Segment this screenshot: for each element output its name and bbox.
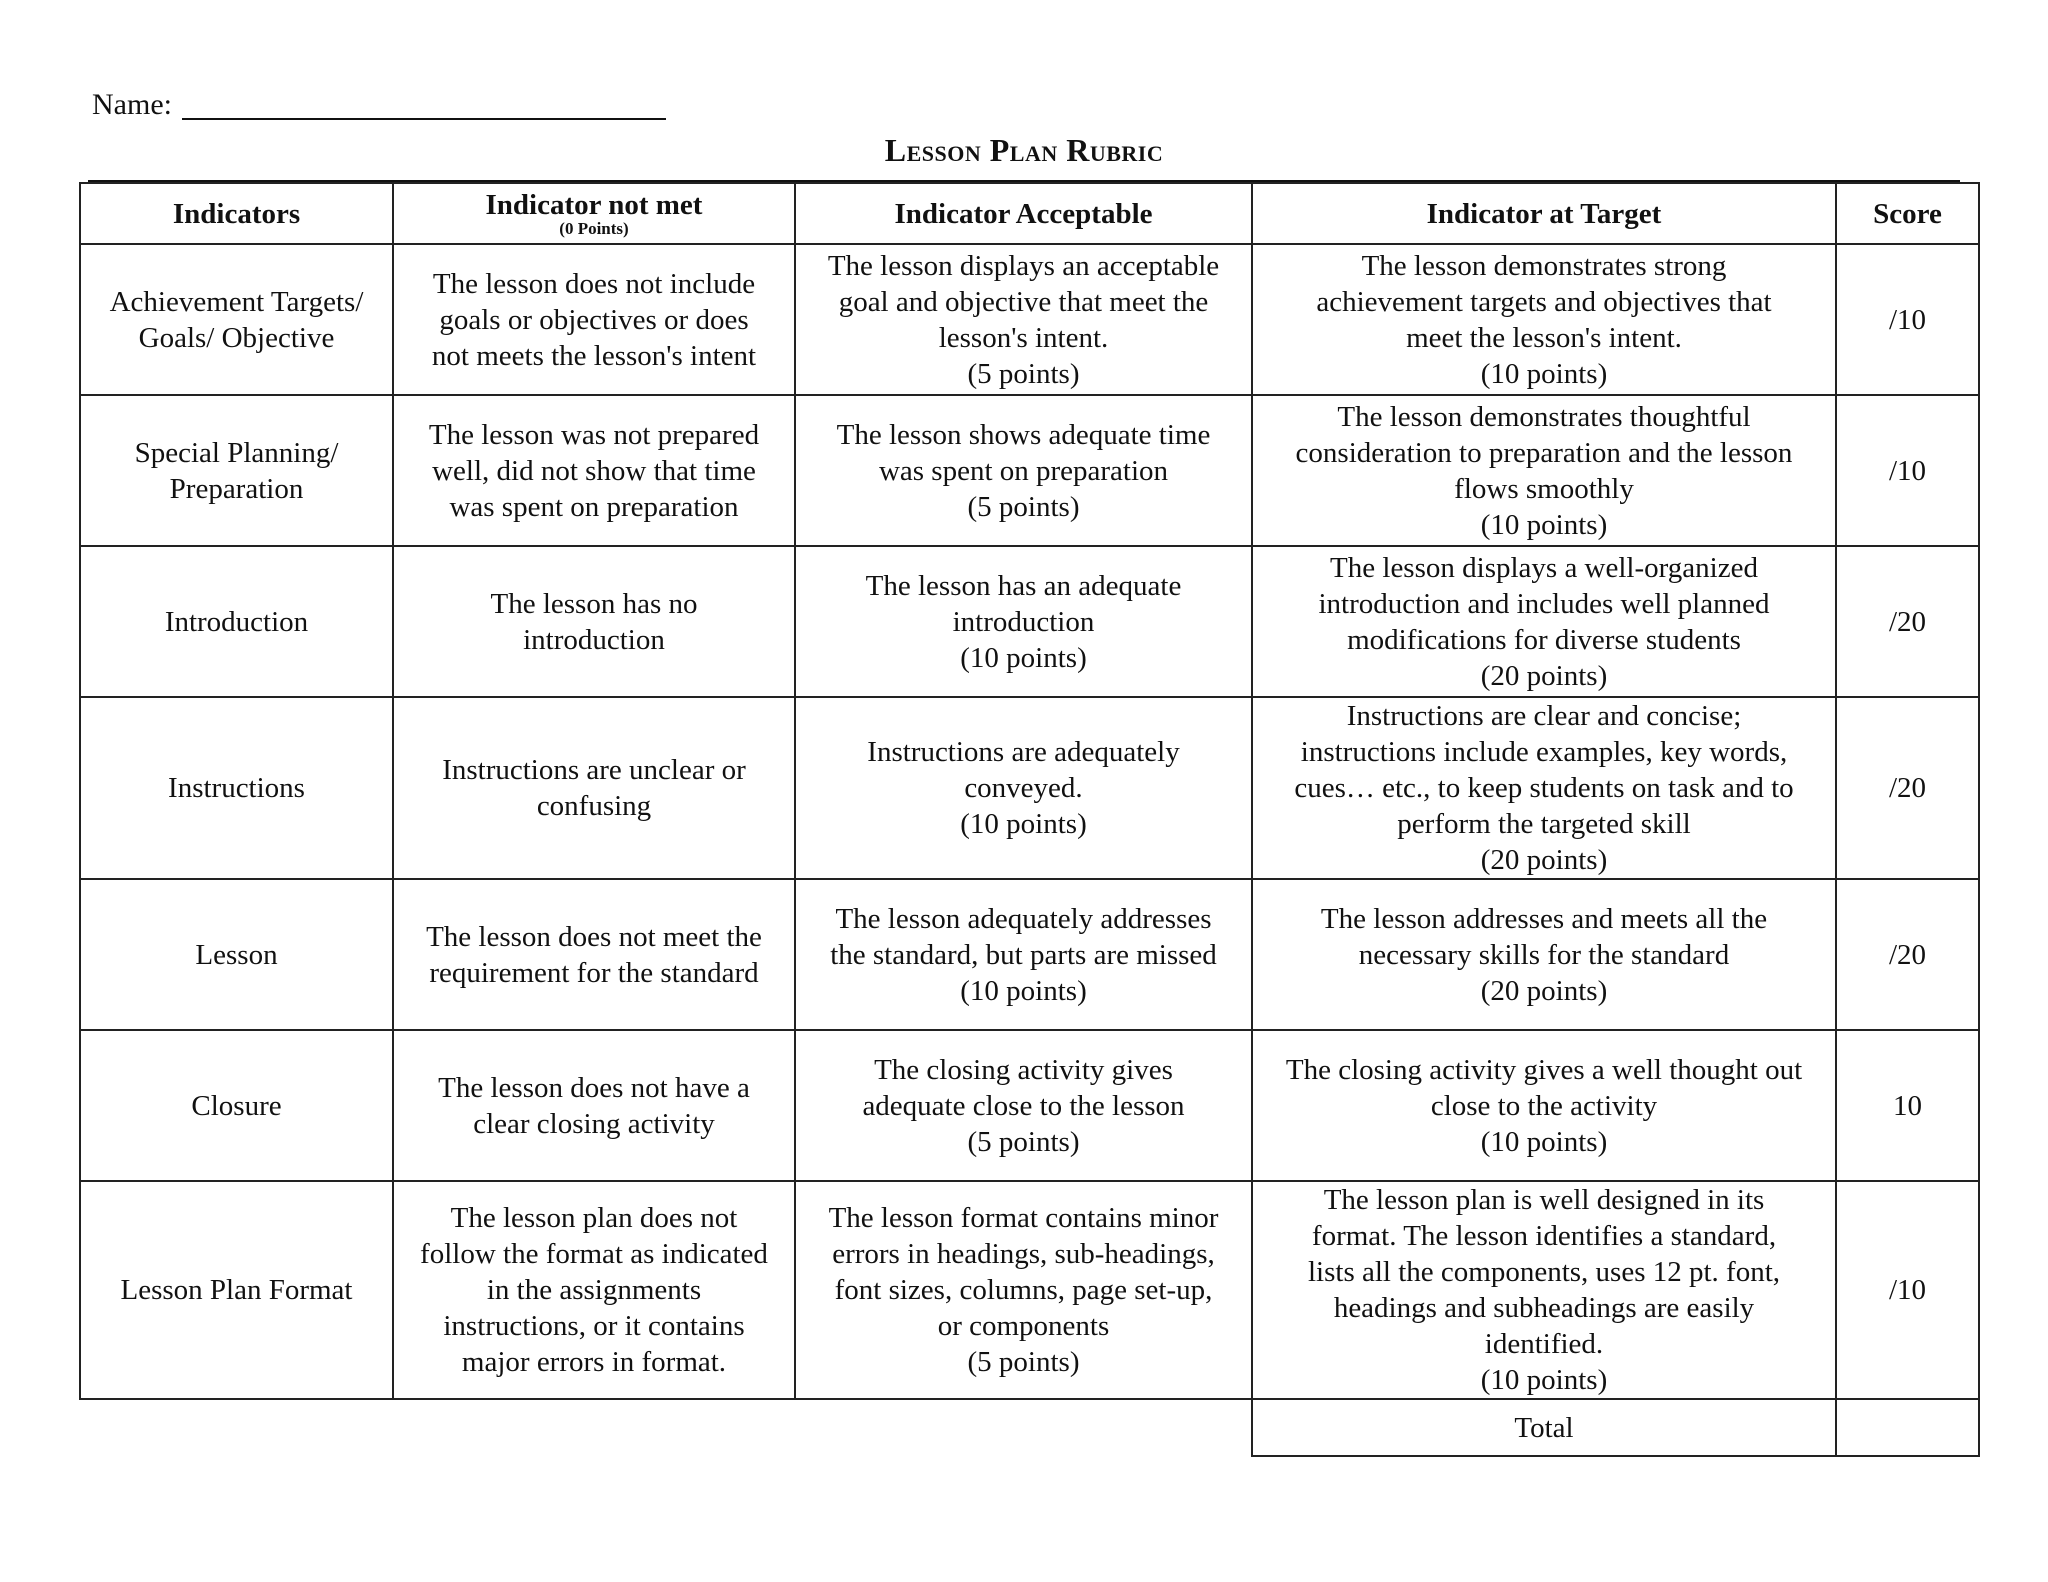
indicator-cell: Achievement Targets/ Goals/ Objective [80,244,393,395]
score-cell: /10 [1836,1181,1979,1399]
acceptable-cell: The lesson adequately addresses the standard, but parts are missed (10 points) [795,879,1252,1030]
indicator-cell: Closure [80,1030,393,1181]
header-row [80,183,1979,244]
total-row [80,1399,1979,1456]
indicator-cell: Lesson Plan Format [80,1181,393,1399]
header-target: Indicator at Target [1252,183,1836,244]
acceptable-cell: The closing activity gives adequate close to the lesson (5 points) [795,1030,1252,1181]
table-row [80,1030,1979,1181]
table-row [80,244,1979,395]
target-cell: The lesson displays a well-organized introduction and includes well planned modifications for diverse students (20 points) [1252,546,1836,697]
acceptable-cell: The lesson displays an acceptable goal and objective that meet the lesson's intent. (5 points) [795,244,1252,395]
acceptable-cell: The lesson format contains minor errors in headings, sub-headings, font sizes, columns, page set-up, or components (5 points) [795,1181,1252,1399]
indicator-cell: Lesson [80,879,393,1030]
not-met-cell: Instructions are unclear or confusing [393,697,795,879]
acceptable-cell: The lesson shows adequate time was spent on preparation (5 points) [795,395,1252,546]
not-met-cell: The lesson has no introduction [393,546,795,697]
indicator-cell: Special Planning/ Preparation [80,395,393,546]
score-cell: /20 [1836,697,1979,879]
table-row [80,395,1979,546]
target-cell: The lesson addresses and meets all the necessary skills for the standard (20 points) [1252,879,1836,1030]
blank-cell [393,1399,795,1456]
acceptable-cell: The lesson has an adequate introduction (10 points) [795,546,1252,697]
score-cell: 10 [1836,1030,1979,1181]
total-label: Total [1252,1399,1836,1456]
total-score-cell [1836,1399,1979,1456]
not-met-cell: The lesson plan does not follow the format as indicated in the assignments instructions, or it contains major errors in format. [393,1181,795,1399]
target-cell: Instructions are clear and concise; instructions include examples, key words, cues… etc., to keep students on task and to perform the targeted skill (20 points) [1252,697,1836,879]
document-title: Lesson Plan Rubric [884,132,1164,168]
score-cell: /10 [1836,395,1979,546]
indicator-cell: Instructions [80,697,393,879]
table-row [80,546,1979,697]
target-cell: The lesson plan is well designed in its format. The lesson identifies a standard, lists all the components, uses 12 pt. font, headings and subheadings are easily identified. (10 points) [1252,1181,1836,1399]
name-field [92,90,666,120]
not-met-cell: The lesson does not have a clear closing activity [393,1030,795,1181]
name-blank-line [182,92,666,120]
score-cell: /10 [1836,244,1979,395]
table-row [80,697,1979,879]
target-cell: The lesson demonstrates thoughtful consideration to preparation and the lesson flows smoothly (10 points) [1252,395,1836,546]
header-acceptable: Indicator Acceptable [795,183,1252,244]
blank-cell [795,1399,1252,1456]
header-not-met [393,183,795,244]
header-indicators: Indicators [80,183,393,244]
header-score: Score [1836,183,1979,244]
table-row [80,879,1979,1030]
header-not-met-points: (0 Points) [559,218,629,238]
indicator-cell: Introduction [80,546,393,697]
score-cell: /20 [1836,879,1979,1030]
target-cell: The closing activity gives a well thought out close to the activity (10 points) [1252,1030,1836,1181]
name-label: Name: [92,88,172,121]
not-met-cell: The lesson does not include goals or objectives or does not meets the lesson's intent [393,244,795,395]
target-cell: The lesson demonstrates strong achievement targets and objectives that meet the lesson's intent. (10 points) [1252,244,1836,395]
header-not-met-label: Indicator not met [485,188,703,221]
table-row [80,1181,1979,1399]
acceptable-cell: Instructions are adequately conveyed. (10 points) [795,697,1252,879]
not-met-cell: The lesson was not prepared well, did not show that time was spent on preparation [393,395,795,546]
score-cell: /20 [1836,546,1979,697]
blank-cell [80,1399,393,1456]
rubric-table [79,182,1980,1457]
not-met-cell: The lesson does not meet the requirement for the standard [393,879,795,1030]
